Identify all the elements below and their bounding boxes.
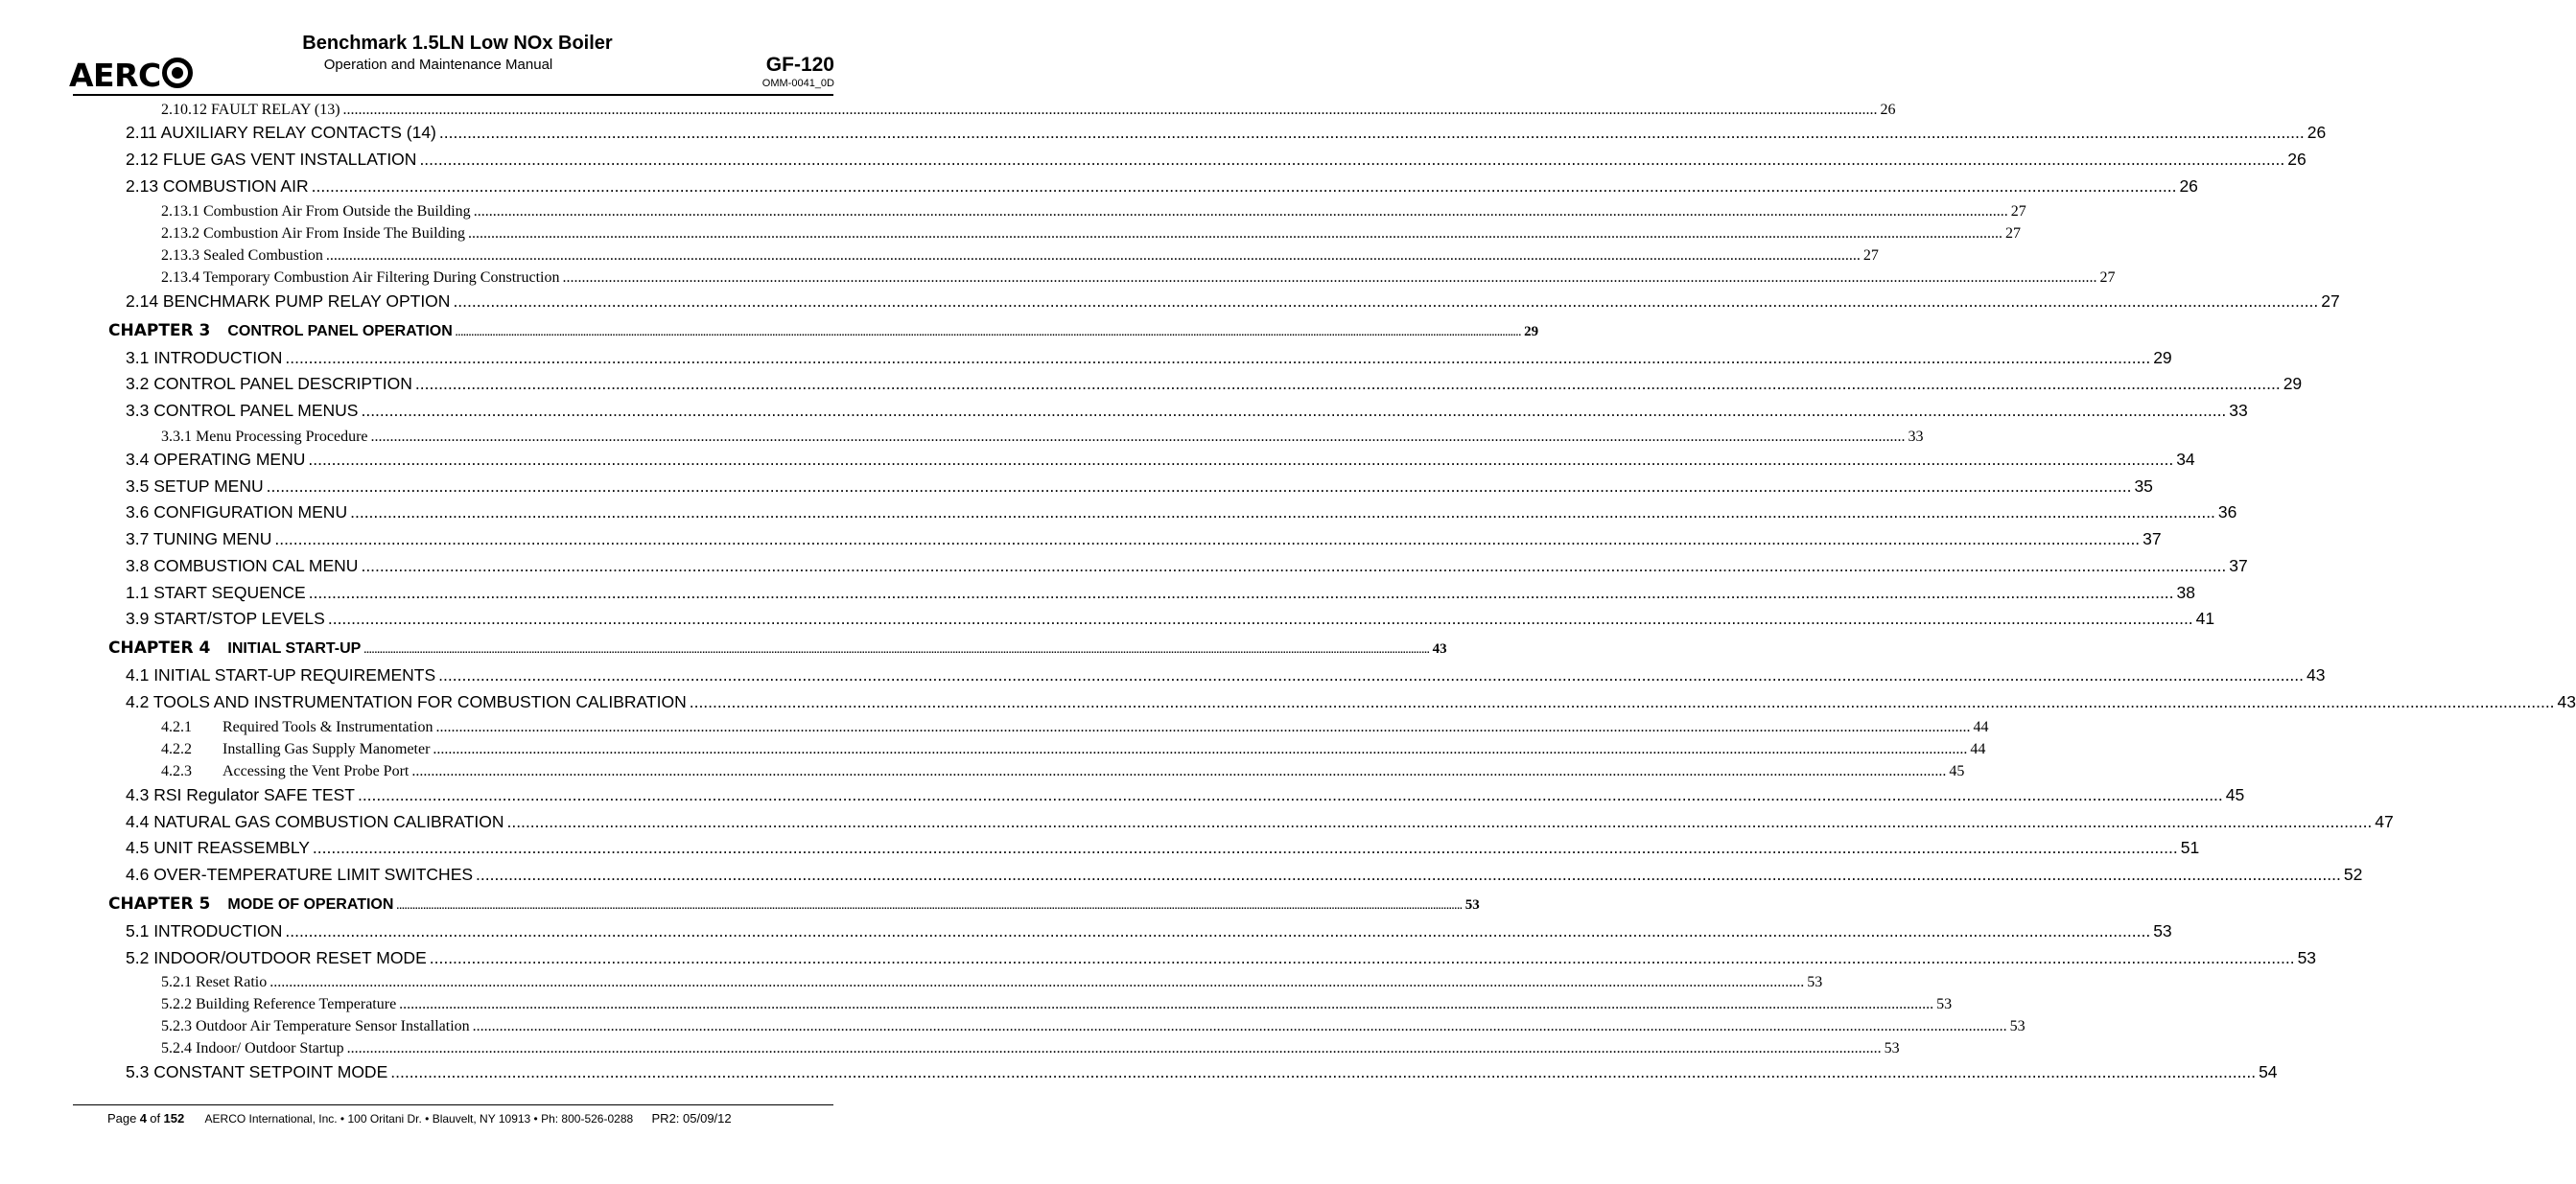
- toc-page-number: 47: [2375, 812, 2394, 831]
- toc-entry-title: 3.3.1 Menu Processing Procedure: [161, 429, 368, 445]
- toc-entry[interactable]: [126, 176, 2198, 197]
- toc-page-number: 26: [2179, 176, 2198, 196]
- dot-leader: ................................................................................................................................................................................................................................................................................................................................................................................................................: [399, 996, 1934, 1012]
- toc-entry[interactable]: [126, 583, 2195, 603]
- toc-entry-title: 5.2.1 Reset Ratio: [161, 974, 268, 990]
- toc-page-number: 53: [2153, 921, 2172, 940]
- toc-page-number: 33: [1908, 429, 1924, 445]
- dot-leader: ................................................................................................................................................................................................................................................................................................................................................................................................................: [312, 838, 2178, 857]
- dot-leader: ................................................................................................................................................................................................................................................................................................................................................................................................................: [308, 583, 2174, 602]
- toc-page-number: 36: [2217, 502, 2237, 522]
- toc-entry-title: 4.2 TOOLS AND INSTRUMENTATION FOR COMBUSTION CALIBRATION: [126, 692, 687, 711]
- dot-leader: ................................................................................................................................................................................................................................................................................................................................................................................................................: [342, 102, 1878, 118]
- toc-entry[interactable]: [126, 450, 2195, 470]
- toc-entry-title: 2.13.3 Sealed Combustion: [161, 247, 323, 264]
- toc-entry-title: 4.3 RSI Regulator SAFE TEST: [126, 785, 355, 804]
- footer-divider: [73, 1104, 833, 1105]
- toc-entry-title: 3.4 OPERATING MENU: [126, 450, 306, 469]
- dot-leader: ................................................................................................................................................................................................................................................................................................................................................................................................................: [411, 763, 1947, 779]
- dot-leader: ................................................................................................................................................................................................................................................................................................................................................................................................................: [346, 1040, 1882, 1056]
- toc-entry[interactable]: [126, 785, 2245, 805]
- toc-entry-title: 2.11 AUXILIARY RELAY CONTACTS (14): [126, 123, 436, 142]
- toc-entry[interactable]: [161, 996, 1953, 1013]
- toc-entry-title: [161, 719, 433, 736]
- toc-entry[interactable]: [161, 974, 1823, 991]
- toc-entry[interactable]: [126, 665, 2326, 685]
- toc-page-number: 29: [2153, 348, 2172, 367]
- footer-page-of: of: [150, 1111, 161, 1126]
- dot-leader: ................................................................................................................................................................................................................................................................................................................................................................................................................: [419, 150, 2285, 169]
- toc-page-number: 54: [2259, 1062, 2278, 1081]
- toc-entry-title: 3.7 TUNING MENU: [126, 529, 272, 548]
- section-number: 4.2.1: [161, 719, 192, 735]
- toc-entry-title: 3.5 SETUP MENU: [126, 476, 264, 496]
- footer-revision: PR2: 05/09/12: [651, 1111, 732, 1126]
- toc-entry[interactable]: [126, 374, 2303, 394]
- toc-chapter-entry[interactable]: [108, 638, 1447, 658]
- document-code: GF-120: [765, 54, 834, 76]
- dot-leader: ................................................................................................................................................................................................................................................................................................................................................................................................................: [363, 645, 1430, 656]
- toc-page-number: 43: [2557, 692, 2576, 711]
- toc-entry[interactable]: [126, 123, 2327, 143]
- toc-entry[interactable]: [126, 291, 2340, 312]
- dot-leader: ................................................................................................................................................................................................................................................................................................................................................................................................................: [390, 1062, 2257, 1081]
- dot-leader: ................................................................................................................................................................................................................................................................................................................................................................................................................: [433, 741, 1968, 757]
- toc-entry-title: 3.9 START/STOP LEVELS: [126, 609, 325, 628]
- dot-leader: ................................................................................................................................................................................................................................................................................................................................................................................................................: [414, 374, 2281, 393]
- toc-entry-title: 4.6 OVER-TEMPERATURE LIMIT SWITCHES: [126, 865, 474, 884]
- toc-page-number: 27: [2321, 291, 2340, 311]
- toc-entry[interactable]: [161, 1040, 1900, 1057]
- chapter-title: MODE OF OPERATION: [227, 896, 394, 913]
- dot-leader: ................................................................................................................................................................................................................................................................................................................................................................................................................: [429, 948, 2295, 967]
- dot-leader: ................................................................................................................................................................................................................................................................................................................................................................................................................: [562, 269, 2097, 286]
- toc-entry-title: [108, 894, 393, 914]
- dot-leader: ................................................................................................................................................................................................................................................................................................................................................................................................................: [311, 176, 2177, 196]
- toc-page-number: 53: [2009, 1018, 2026, 1034]
- toc-entry[interactable]: [126, 502, 2237, 522]
- toc-entry[interactable]: [126, 150, 2307, 170]
- toc-page-number: 34: [2176, 450, 2195, 469]
- dot-leader: ................................................................................................................................................................................................................................................................................................................................................................................................................: [396, 901, 1463, 912]
- toc-page-number: 53: [1807, 974, 1823, 990]
- toc-entry[interactable]: [161, 247, 1879, 265]
- toc-entry[interactable]: [126, 401, 2248, 421]
- toc-entry-title: 4.1 INITIAL START-UP REQUIREMENTS: [126, 665, 436, 685]
- toc-page-number: 53: [1936, 996, 1953, 1012]
- toc-page-number: 51: [2180, 838, 2200, 857]
- toc-page-number: 26: [1880, 102, 1896, 118]
- toc-entry-title: 2.13.4 Temporary Combustion Air Filtering During Construction: [161, 269, 560, 286]
- toc-entry[interactable]: [126, 348, 2172, 368]
- dot-leader: ................................................................................................................................................................................................................................................................................................................................................................................................................: [370, 429, 1906, 445]
- toc-page-number: 27: [2010, 203, 2026, 220]
- toc-page-number: 26: [2307, 123, 2327, 142]
- toc-entry-title: 2.14 BENCHMARK PUMP RELAY OPTION: [126, 291, 451, 311]
- chapter-label: CHAPTER 5: [108, 894, 211, 914]
- toc-page-number: 43: [2307, 665, 2326, 685]
- toc-entry-title: 5.2.4 Indoor/ Outdoor Startup: [161, 1040, 344, 1056]
- footer-page-prefix: Page: [107, 1111, 137, 1126]
- toc-entry-title: 2.12 FLUE GAS VENT INSTALLATION: [126, 150, 417, 169]
- toc-entry[interactable]: [126, 692, 2576, 712]
- toc-chapter-entry[interactable]: [108, 321, 1539, 340]
- dot-leader: ................................................................................................................................................................................................................................................................................................................................................................................................................: [350, 502, 2215, 522]
- toc-page-number: 44: [1970, 741, 1986, 757]
- footer-page-total: 152: [163, 1111, 185, 1126]
- chapter-label: CHAPTER 3: [108, 321, 211, 340]
- chapter-title: CONTROL PANEL OPERATION: [227, 323, 453, 339]
- toc-entry[interactable]: [161, 741, 1986, 758]
- dot-leader: ................................................................................................................................................................................................................................................................................................................................................................................................................: [274, 529, 2141, 548]
- toc-entry-title: 5.2.3 Outdoor Air Temperature Sensor Installation: [161, 1018, 470, 1034]
- toc-page-number: 45: [2225, 785, 2245, 804]
- toc-entry-title: 3.3 CONTROL PANEL MENUS: [126, 401, 359, 420]
- dot-leader: ................................................................................................................................................................................................................................................................................................................................................................................................................: [473, 203, 2008, 220]
- section-title: Accessing the Vent Probe Port: [222, 763, 410, 779]
- toc-page-number: 29: [1524, 324, 1539, 339]
- toc-entry[interactable]: [126, 865, 2363, 885]
- toc-entry-title: 1.1 START SEQUENCE: [126, 583, 306, 602]
- dot-leader: ................................................................................................................................................................................................................................................................................................................................................................................................................: [438, 665, 2304, 685]
- toc-page-number: 29: [2283, 374, 2303, 393]
- section-number: 4.2.3: [161, 763, 192, 779]
- toc-entry-title: 3.8 COMBUSTION CAL MENU: [126, 556, 359, 575]
- toc-entry-title: 4.5 UNIT REASSEMBLY: [126, 838, 310, 857]
- dot-leader: ................................................................................................................................................................................................................................................................................................................................................................................................................: [453, 291, 2319, 311]
- toc-page-number: 27: [2005, 225, 2022, 242]
- dot-leader: ................................................................................................................................................................................................................................................................................................................................................................................................................: [269, 974, 1805, 990]
- toc-entry-title: 2.10.12 FAULT RELAY (13): [161, 102, 340, 118]
- section-title: Required Tools & Instrumentation: [222, 719, 433, 735]
- toc-entry-title: 4.4 NATURAL GAS COMBUSTION CALIBRATION: [126, 812, 504, 831]
- dot-leader: ................................................................................................................................................................................................................................................................................................................................................................................................................: [357, 785, 2223, 804]
- toc-page-number: 43: [1432, 641, 1447, 657]
- toc-entry-title: [161, 741, 430, 758]
- toc-page-number: 44: [1973, 719, 1989, 735]
- footer-page-number: 4: [139, 1111, 147, 1126]
- toc-entry-title: 5.3 CONSTANT SETPOINT MODE: [126, 1062, 388, 1081]
- toc-page-number: 27: [1862, 247, 1879, 264]
- toc-entry-title: 2.13.1 Combustion Air From Outside the Building: [161, 203, 471, 220]
- toc-entry[interactable]: [126, 476, 2153, 497]
- toc-entry[interactable]: [126, 529, 2162, 549]
- toc-entry[interactable]: [161, 429, 1924, 446]
- toc-page-number: 35: [2134, 476, 2153, 496]
- toc-chapter-entry[interactable]: [108, 894, 1480, 914]
- dot-leader: ................................................................................................................................................................................................................................................................................................................................................................................................................: [266, 476, 2132, 496]
- manual-title: Benchmark 1.5LN Low NOx Boiler: [302, 33, 613, 54]
- section-number: 4.2.2: [161, 741, 192, 757]
- aerco-logo: AERC: [69, 56, 193, 95]
- toc-entry[interactable]: [126, 921, 2172, 941]
- section-title: Installing Gas Supply Manometer: [222, 741, 431, 757]
- toc-entry-title: 3.6 CONFIGURATION MENU: [126, 502, 348, 522]
- toc-page-number: 37: [2143, 529, 2162, 548]
- toc-entry[interactable]: [161, 763, 1965, 780]
- toc-page-number: 53: [1884, 1040, 1900, 1056]
- toc-page-number: 52: [2343, 865, 2363, 884]
- toc-entry-title: 3.2 CONTROL PANEL DESCRIPTION: [126, 374, 412, 393]
- toc-entry-title: 5.2 INDOOR/OUTDOOR RESET MODE: [126, 948, 427, 967]
- chapter-label: CHAPTER 4: [108, 638, 211, 658]
- toc-entry[interactable]: [126, 812, 2394, 832]
- toc-entry[interactable]: [161, 225, 2022, 243]
- dot-leader: ................................................................................................................................................................................................................................................................................................................................................................................................................: [361, 401, 2227, 420]
- page-footer: [107, 1111, 732, 1126]
- dot-leader: ................................................................................................................................................................................................................................................................................................................................................................................................................: [308, 450, 2174, 469]
- dot-leader: ................................................................................................................................................................................................................................................................................................................................................................................................................: [325, 247, 1861, 264]
- dot-leader: ................................................................................................................................................................................................................................................................................................................................................................................................................: [476, 865, 2341, 884]
- toc-entry[interactable]: [126, 1062, 2278, 1082]
- dot-leader: ................................................................................................................................................................................................................................................................................................................................................................................................................: [506, 812, 2373, 831]
- dot-leader: ................................................................................................................................................................................................................................................................................................................................................................................................................: [285, 921, 2151, 940]
- toc-page-number: 37: [2229, 556, 2248, 575]
- toc-entry-title: [161, 763, 409, 780]
- toc-entry[interactable]: [126, 948, 2317, 968]
- toc-entry-title: [108, 321, 453, 340]
- toc-page-number: 41: [2195, 609, 2215, 628]
- dot-leader: ................................................................................................................................................................................................................................................................................................................................................................................................................: [455, 328, 1522, 338]
- toc-page-number: 27: [2099, 269, 2116, 286]
- dot-leader: ................................................................................................................................................................................................................................................................................................................................................................................................................: [468, 225, 2003, 242]
- document-number: OMM-0041_0D: [761, 78, 834, 89]
- toc-entry[interactable]: [126, 838, 2200, 858]
- dot-leader: ................................................................................................................................................................................................................................................................................................................................................................................................................: [327, 609, 2193, 628]
- dot-leader: ................................................................................................................................................................................................................................................................................................................................................................................................................: [285, 348, 2151, 367]
- toc-page-number: 45: [1949, 763, 1965, 779]
- toc-entry[interactable]: [161, 1018, 2026, 1035]
- toc-page-number: 26: [2287, 150, 2307, 169]
- dot-leader: ................................................................................................................................................................................................................................................................................................................................................................................................................: [361, 556, 2227, 575]
- toc-entry[interactable]: [126, 556, 2248, 576]
- toc-page-number: 33: [2229, 401, 2248, 420]
- toc-entry[interactable]: [161, 269, 2116, 287]
- toc-page-number: 53: [2297, 948, 2317, 967]
- toc-entry-title: 5.2.2 Building Reference Temperature: [161, 996, 397, 1012]
- toc-entry[interactable]: [161, 719, 1989, 736]
- toc-page-number: 53: [1464, 897, 1480, 913]
- dot-leader: ................................................................................................................................................................................................................................................................................................................................................................................................................: [689, 692, 2555, 711]
- footer-company-info: AERCO International, Inc. • 100 Oritani Dr. • Blauvelt, NY 10913 • Ph: 800-526-0288: [204, 1112, 634, 1126]
- toc-entry[interactable]: [161, 203, 2026, 221]
- chapter-title: INITIAL START-UP: [227, 640, 362, 657]
- toc-page-number: 38: [2176, 583, 2195, 602]
- manual-subtitle: Operation and Maintenance Manual: [323, 57, 553, 73]
- toc-entry-title: 2.13.2 Combustion Air From Inside The Building: [161, 225, 466, 242]
- dot-leader: ................................................................................................................................................................................................................................................................................................................................................................................................................: [472, 1018, 2007, 1034]
- dot-leader: ................................................................................................................................................................................................................................................................................................................................................................................................................: [438, 123, 2305, 142]
- toc-entry-title: [108, 638, 361, 658]
- toc-entry[interactable]: [161, 102, 1896, 119]
- toc-entry-title: 2.13 COMBUSTION AIR: [126, 176, 309, 196]
- toc-entry-title: 5.1 INTRODUCTION: [126, 921, 283, 940]
- toc-entry[interactable]: [126, 609, 2215, 629]
- toc-entry-title: 3.1 INTRODUCTION: [126, 348, 283, 367]
- dot-leader: ................................................................................................................................................................................................................................................................................................................................................................................................................: [435, 719, 1971, 735]
